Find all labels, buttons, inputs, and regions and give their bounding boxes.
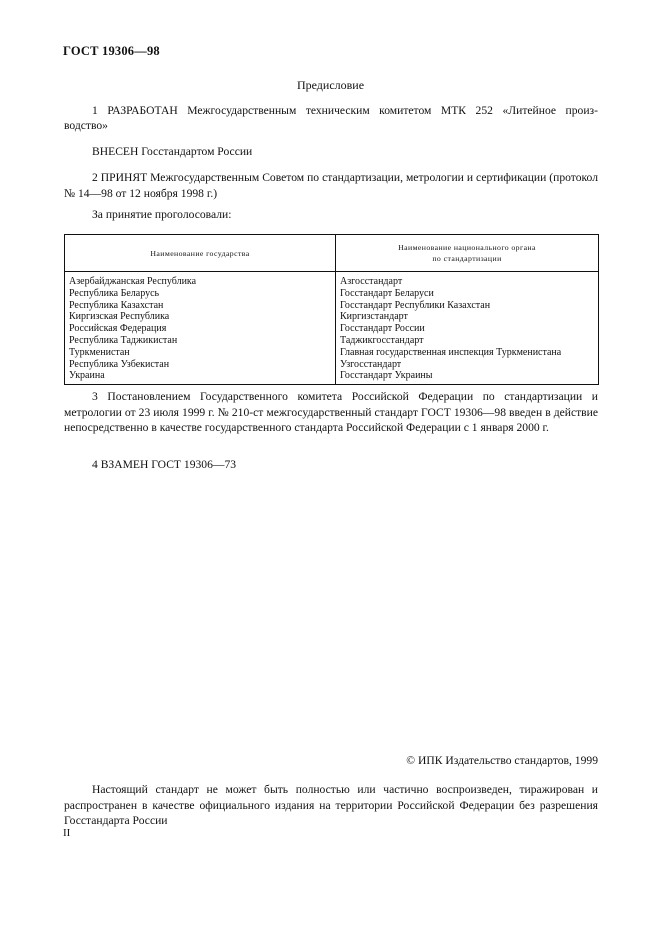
state-cell: Туркменистан xyxy=(65,347,336,359)
paragraph-introduced: ВНЕСЕН Госстандартом России xyxy=(92,145,253,158)
header-organ xyxy=(336,235,599,272)
state-cell: Республика Таджикистан xyxy=(65,335,336,347)
state-cell: Республика Казахстан xyxy=(65,300,336,312)
state-cell: Республика Узбекистан xyxy=(65,359,336,371)
state-cell: Российская Федерация xyxy=(65,323,336,335)
page-number: II xyxy=(63,827,71,839)
reproduction-notice: Настоящий стандарт не может быть полностью или частично воспроизведен, тиражирован и распространен в качестве официального издания на территории Российской Федерации без разрешения Госстандарта России xyxy=(64,783,598,827)
voting-states-table xyxy=(64,234,599,385)
state-cell: Киргизская Республика xyxy=(65,311,336,323)
paragraph-developed-line1: 1 РАЗРАБОТАН Межгосударственным техническим комитетом МТК 252 «Литейное произ- xyxy=(92,104,598,117)
section-title: Предисловие xyxy=(296,78,365,92)
paragraph-voted: За принятие проголосовали: xyxy=(92,208,232,221)
header-organ-line2: по стандартизации xyxy=(432,254,502,263)
header-state: Наименование государства xyxy=(65,235,336,272)
organ-cell: Госстандарт Беларуси xyxy=(336,288,599,300)
table-row xyxy=(65,335,599,347)
organ-cell: Узгосстандарт xyxy=(336,359,599,371)
organ-cell: Госстандарт Республики Казахстан xyxy=(336,300,599,312)
table-row xyxy=(65,288,599,300)
organ-cell: Главная государственная инспекция Туркменистана xyxy=(336,347,599,359)
table-header-row xyxy=(65,235,599,272)
table-row xyxy=(65,359,599,371)
paragraph-adopted: 2 ПРИНЯТ Межгосударственным Советом по стандартизации, метрологии и сертификации (протокол № 14—98 от 12 ноября 1998 г.) xyxy=(64,171,598,200)
copyright-line: © ИПК Издательство стандартов, 1999 xyxy=(406,754,598,767)
table-row xyxy=(65,311,599,323)
table-row xyxy=(65,272,599,288)
document-code: ГОСТ 19306—98 xyxy=(63,44,160,58)
table-row xyxy=(65,323,599,335)
organ-cell: Таджикгосстандарт xyxy=(336,335,599,347)
organ-cell: Азгосстандарт xyxy=(336,272,599,288)
table-row xyxy=(65,370,599,384)
organ-cell: Госстандарт Украины xyxy=(336,370,599,384)
paragraph-replaces: 4 ВЗАМЕН ГОСТ 19306—73 xyxy=(92,458,237,471)
state-cell: Азербайджанская Республика xyxy=(65,272,336,288)
table-row xyxy=(65,347,599,359)
state-cell: Республика Беларусь xyxy=(65,288,336,300)
paragraph-resolution: 3 Постановлением Государственного комитета Российской Федерации по стандартизации и метрологии от 23 июля 1999 г. № 210-ст межгосударственный стандарт ГОСТ 19306—98 введен в действие непосредственно в качестве государственного стандарта Российской Федерации с 1 января 2000 г. xyxy=(64,390,598,434)
organ-cell: Госстандарт России xyxy=(336,323,599,335)
organ-cell: Киргизстандарт xyxy=(336,311,599,323)
paragraph-developed-line2: водство» xyxy=(64,119,108,132)
table-row xyxy=(65,300,599,312)
state-cell: Украина xyxy=(65,370,336,384)
header-organ-line1: Наименование национального органа xyxy=(398,243,536,252)
